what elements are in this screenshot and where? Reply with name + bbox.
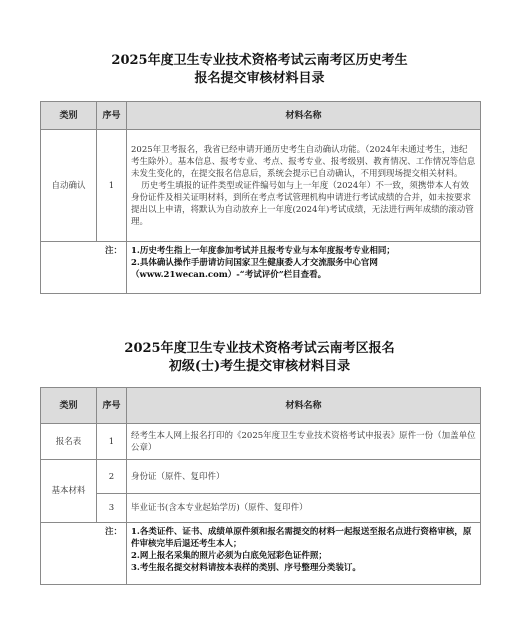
row-category: 基本材料 <box>41 460 97 523</box>
row-no: 1 <box>97 424 127 460</box>
section1-note-row <box>41 242 481 294</box>
header-category: 类别 <box>41 388 97 424</box>
section2-header-row <box>41 388 481 424</box>
header-no: 序号 <box>97 102 127 130</box>
section1-table <box>40 101 481 294</box>
note-item: 2.网上报名采集的照片必须为白底免冠彩色证件照； <box>131 551 327 561</box>
table-row <box>41 494 481 523</box>
table-row <box>41 424 481 460</box>
row-material: 身份证（原件、复印件） <box>127 460 481 494</box>
material-paragraph-1: 2025年卫考报名，我省已经申请开通历史考生自动确认功能。（2024年未通过考生，违纪考生除外）。基本信息、报考专业、考点、报考专业、报考级别、教育情况、工作情况等信息未发生变化的，在提交报名信息后，系统会提示已自动确认，不用到现场提交相关材料。 <box>131 144 476 179</box>
material-paragraph-2: 历史考生填报的证件类型或证件编号如与上一年度（2024年）不一致，须携带本人有效身份证件及相关证明材料，到所在考点考试管理机构申请进行考试成绩的合并，如未按要求提出以上申请，将默认为自动放弃上一年度(2024年)考试成绩，无法进行两年成绩的滚动管理。 <box>131 180 474 227</box>
note-content <box>127 242 481 294</box>
section2-note-row <box>41 523 481 585</box>
note-item: 1.各类证件、证书、成绩单原件须和报名需提交的材料一起报送至报名点进行资格审核，原件审核完毕后退还考生本人； <box>131 527 472 549</box>
row-material: 经考生本人网上报名打印的《2025年度卫生专业技术资格考试申报表》原件一份（加盖单位公章） <box>127 424 481 460</box>
section1-header-row <box>41 102 481 130</box>
row-material <box>127 130 481 242</box>
row-category: 报名表 <box>41 424 97 460</box>
section2-title-line2: 初级(士)考生提交审核材料目录 <box>168 359 351 374</box>
table-row <box>41 130 481 242</box>
row-material: 毕业证书(含本专业起始学历)（原件、复印件） <box>127 494 481 523</box>
section1-title-line2: 报名提交审核材料目录 <box>194 71 325 86</box>
header-material: 材料名称 <box>127 102 481 130</box>
note-item: 1.历史考生指上一年度参加考试并且报考专业与本年度报考专业相同； <box>131 246 395 256</box>
section1-title-line1: 2025年度卫生专业技术资格考试云南考区历史考生 <box>111 53 408 68</box>
note-content <box>127 523 481 585</box>
row-no: 2 <box>97 460 127 494</box>
row-category: 自动确认 <box>41 130 97 242</box>
note-label: 注： <box>41 523 127 585</box>
header-category: 类别 <box>41 102 97 130</box>
section2-table <box>40 387 481 585</box>
note-label: 注： <box>41 242 127 294</box>
section2-title-line1: 2025年度卫生专业技术资格考试云南考区报名 <box>124 341 395 356</box>
note-item: 3.考生报名提交材料请按本表样的类别、序号整理分类装订。 <box>131 563 361 573</box>
note-item: 2.具体确认操作手册请访问国家卫生健康委人才交流服务中心官网（www.21wecan.com）-“考试评价”栏目查看。 <box>131 258 378 280</box>
header-no: 序号 <box>97 388 127 424</box>
row-no: 3 <box>97 494 127 523</box>
table-row <box>41 460 481 494</box>
row-no: 1 <box>97 130 127 242</box>
header-material: 材料名称 <box>127 388 481 424</box>
